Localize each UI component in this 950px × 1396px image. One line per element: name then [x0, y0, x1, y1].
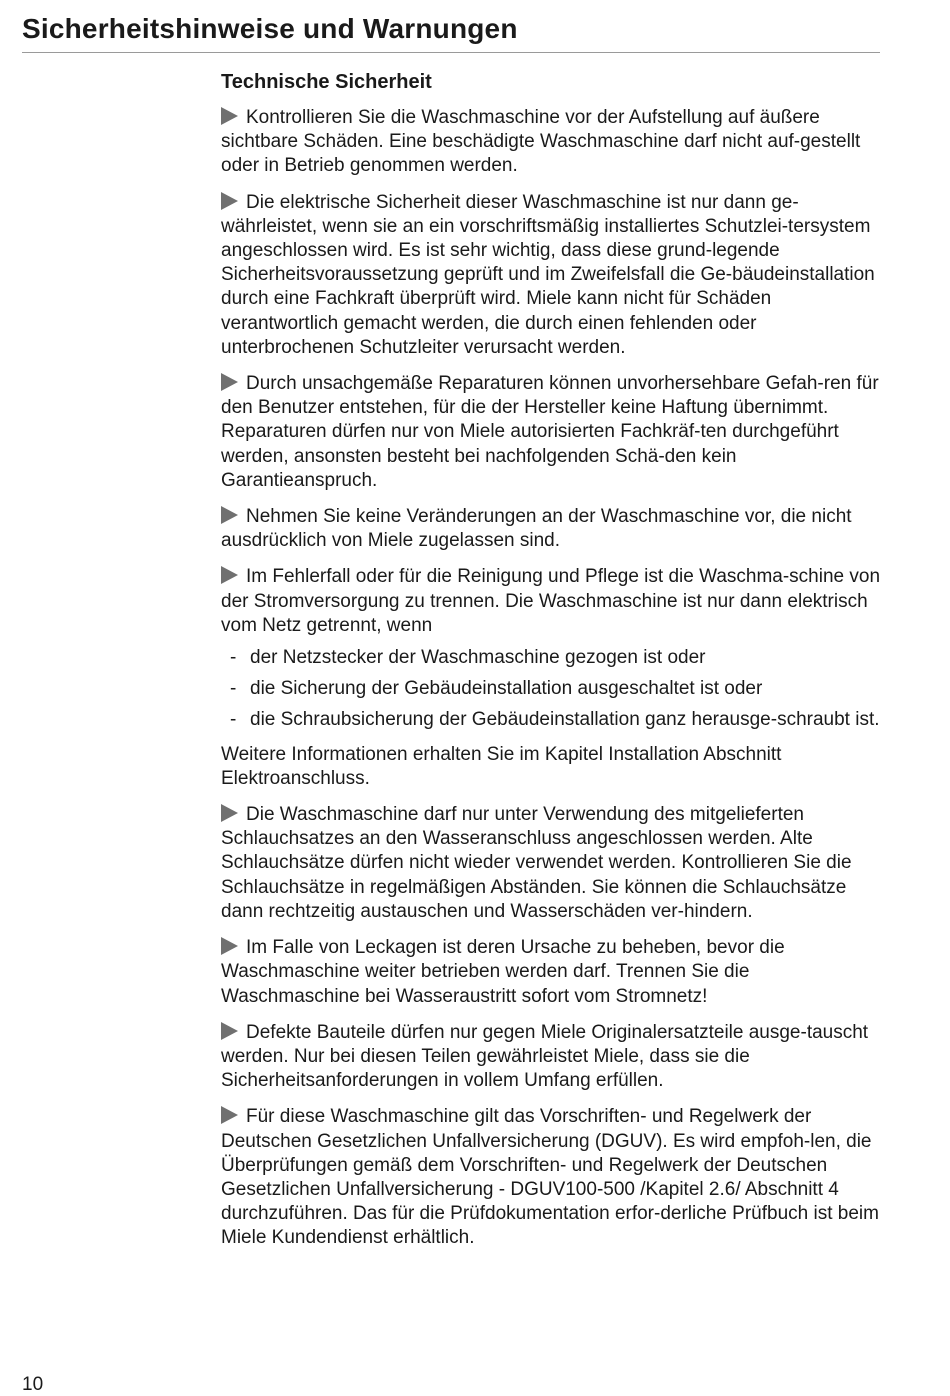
safety-paragraph: [221, 565, 886, 638]
triangle-right-icon: [221, 373, 238, 391]
triangle-right-icon: [221, 192, 238, 210]
page-number: 10: [22, 1374, 44, 1395]
info-text: Weitere Informationen erhalten Sie im Kapitel Installation Abschnitt Elektroanschluss.: [221, 743, 782, 789]
safety-paragraph: [221, 191, 886, 360]
safety-paragraph: [221, 505, 886, 553]
safety-paragraph: [221, 106, 886, 179]
triangle-right-icon: [221, 1022, 238, 1040]
content-column: [221, 68, 886, 1263]
paragraph-text: Kontrollieren Sie die Waschmaschine vor der Aufstellung auf äußere sichtbare Schäden. Eine beschädigte Waschmaschine darf nicht auf-gestellt oder in Betrieb genommen werden.: [221, 107, 861, 177]
disconnect-conditions-list: [221, 646, 886, 733]
list-item: [221, 708, 886, 732]
triangle-right-icon: [221, 107, 238, 125]
triangle-right-icon: [221, 804, 238, 822]
paragraph-text: Durch unsachgemäße Reparaturen können unvorhersehbare Gefah-ren für den Benutzer entstehen, für die der Hersteller keine Haftung übernimmt. Reparaturen dürfen nur von Miele autorisierten Fachkräf-ten durchgeführt werden, ansonsten besteht bei nachfolgenden Schä-den kein Garantieanspruch.: [221, 373, 879, 491]
safety-paragraph: [221, 372, 886, 493]
triangle-right-icon: [221, 566, 238, 584]
list-item-text: die Sicherung der Gebäudeinstallation ausgeschaltet ist oder: [250, 678, 763, 700]
list-item-text: der Netzstecker der Waschmaschine gezogen ist oder: [250, 647, 706, 669]
safety-paragraph: [221, 1105, 886, 1250]
paragraph-text: Für diese Waschmaschine gilt das Vorschriften- und Regelwerk der Deutschen Gesetzlichen Unfallversicherung (DGUV). Es wird empfoh-len, die Überprüfungen gemäß dem Vorschriften- und Regelwerk der Deutschen Gesetzlichen Unfallversicherung - DGUV100-500 /Kapitel 2.6/ Abschnitt 4 durchzuführen. Das für die Prüfdokumentation erfor-derliche Prüfbuch ist beim Miele Kundendienst erhältlich.: [221, 1106, 879, 1249]
paragraph-text: Defekte Bauteile dürfen nur gegen Miele Originalersatzteile ausge-tauscht werden. Nur bei diesen Teilen gewährleistet Miele, dass sie die Sicherheitsanforderungen in vollem Umfang erfüllen.: [221, 1021, 869, 1092]
paragraph-text: Im Falle von Leckagen ist deren Ursache zu beheben, bevor die Waschmaschine weiter betrieben werden darf. Trennen Sie die Waschmaschine bei Wasseraustritt sofort vom Stromnetz!: [221, 937, 785, 1007]
safety-paragraph: [221, 1021, 886, 1094]
paragraph-text: Im Fehlerfall oder für die Reinigung und Pflege ist die Waschma-schine von der Stromversorgung zu trennen. Die Waschmaschine ist nur dann elektrisch vom Netz getrennt, wenn: [221, 566, 881, 636]
paragraph-text: Die elektrische Sicherheit dieser Waschmaschine ist nur dann ge-währleistet, wenn sie an ein vorschriftsmäßig installiertes Schutzlei-tersystem angeschlossen wird. Es ist sehr wichtig, dass diese grund-legende Sicherheitsvoraussetzung geprüft und im Zweifelsfall die Ge-bäudeinstallation durch eine Fachkraft überprüft wird. Miele kann nicht für Schäden verantwortlich gemacht werden, die durch einen fehlenden oder unterbrochenen Schutzleiter verursacht werden.: [221, 191, 875, 358]
paragraph-text: Nehmen Sie keine Veränderungen an der Waschmaschine vor, die nicht ausdrücklich von Miele zugelassen sind.: [221, 506, 852, 552]
list-item: [221, 677, 886, 701]
dash-marker: -: [230, 647, 237, 669]
section-title: Technische Sicherheit: [221, 71, 432, 93]
safety-paragraph: [221, 936, 886, 1009]
triangle-right-icon: [221, 937, 238, 955]
dash-marker: -: [230, 709, 237, 731]
page-title: Sicherheitshinweise und Warnungen: [22, 13, 518, 44]
paragraph-text: Die Waschmaschine darf nur unter Verwendung des mitgelieferten Schlauchsatzes an den Wasseranschluss angeschlossen werden. Alte Schlauchsätze dürfen nicht wieder verwendet werden. Kontrollieren Sie die Schlauchsätze in regelmäßigen Abständen. Sie können die Schlauchsätze dann rechtzeitig austauschen und Wasserschäden ver-hindern.: [221, 804, 852, 922]
triangle-right-icon: [221, 506, 238, 524]
safety-paragraph: [221, 803, 886, 924]
list-item-text: die Schraubsicherung der Gebäudeinstallation ganz herausge-schraubt ist.: [250, 709, 880, 731]
dash-marker: -: [230, 678, 237, 700]
list-item: [221, 646, 886, 670]
page-header: [22, 12, 880, 53]
triangle-right-icon: [221, 1106, 238, 1124]
